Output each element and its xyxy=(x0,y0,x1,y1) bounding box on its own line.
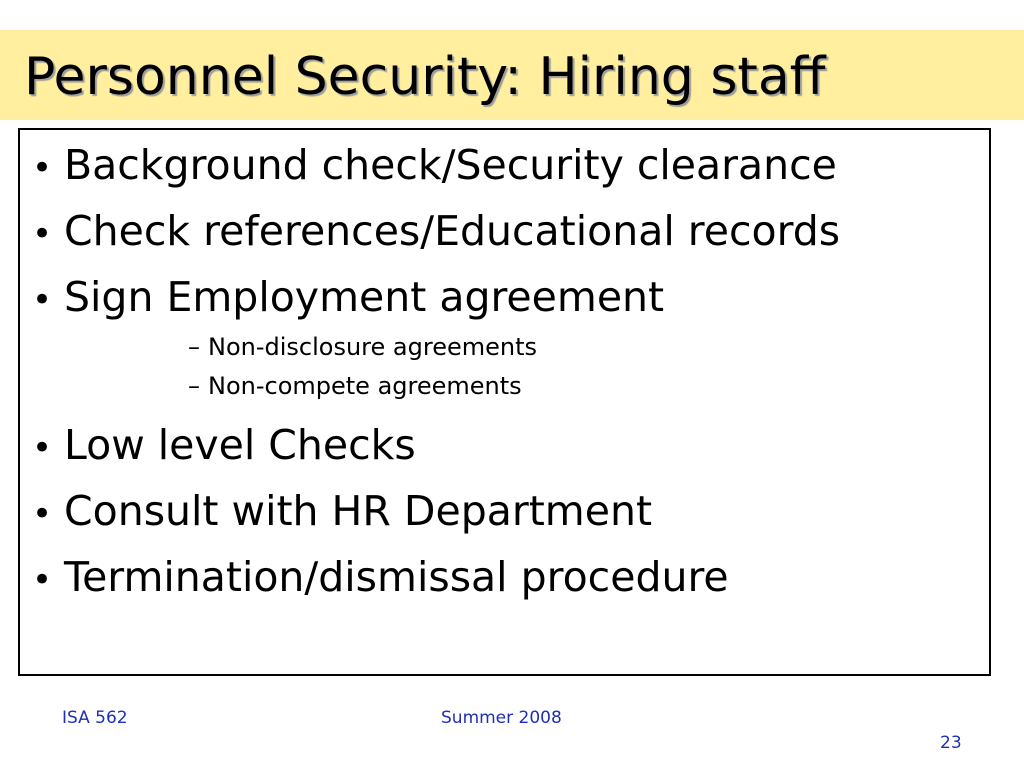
bullet-dot: • xyxy=(32,494,53,534)
bullet-dot: • xyxy=(32,148,53,188)
sub-bullet-item xyxy=(188,371,522,401)
bullet-item xyxy=(32,272,664,322)
bullet-item xyxy=(32,486,652,536)
footer-course: ISA 562 xyxy=(62,708,128,728)
bullet-dot: • xyxy=(32,214,53,254)
bullet-item xyxy=(32,140,837,190)
sub-bullet-dash: – xyxy=(188,372,200,400)
sub-bullet-item xyxy=(188,332,537,362)
sub-bullet-dash: – xyxy=(188,333,200,361)
bullet-dot: • xyxy=(32,560,53,600)
bullet-text: Low level Checks xyxy=(64,421,416,469)
footer-term: Summer 2008 xyxy=(441,708,562,728)
bullet-text: Check references/Educational records xyxy=(64,207,841,255)
bullet-text: Consult with HR Department xyxy=(64,487,653,535)
page-number: 23 xyxy=(940,733,962,753)
bullet-item xyxy=(32,420,416,470)
bullet-dot: • xyxy=(32,280,53,320)
content-box xyxy=(18,128,991,676)
bullet-dot: • xyxy=(32,428,53,468)
slide-title: Personnel Security: Hiring staff xyxy=(24,47,826,107)
bullet-item xyxy=(32,206,840,256)
bullet-text: Sign Employment agreement xyxy=(64,273,665,321)
bullet-text: Termination/dismissal procedure xyxy=(64,553,729,601)
sub-bullet-text: Non-compete agreements xyxy=(208,372,522,400)
bullet-item xyxy=(32,552,729,602)
sub-bullet-text: Non-disclosure agreements xyxy=(208,333,537,361)
bullet-text: Background check/Security clearance xyxy=(64,141,837,189)
